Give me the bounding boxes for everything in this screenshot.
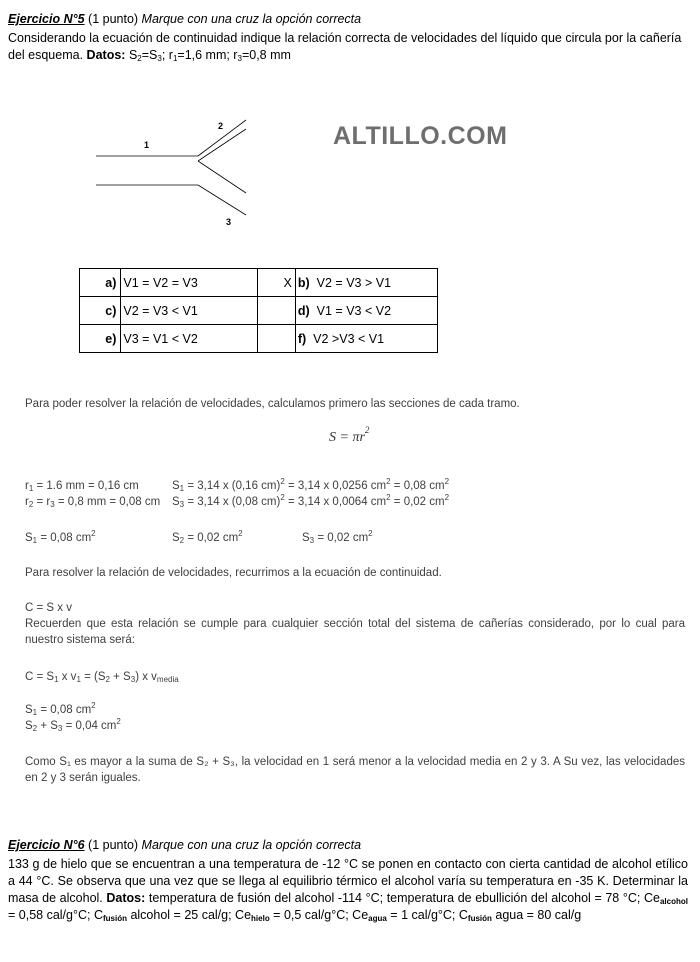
option-d-text[interactable]: d) V1 = V3 < V2 bbox=[295, 297, 437, 325]
branch3-inner-wall bbox=[198, 161, 246, 193]
ex5-statement-block bbox=[8, 30, 692, 64]
branch2-inner-wall bbox=[198, 129, 246, 161]
ex6-instruction: Marque con una cruz la opción correcta bbox=[141, 838, 362, 852]
ex5-points: (1 punto) bbox=[84, 12, 142, 26]
ex6-header bbox=[8, 838, 692, 852]
continuity-eq-system: $C = S_1$ x $v_1 = (S_2 + S_3)$ x $v_{media}$ bbox=[25, 671, 179, 684]
continuity-eq: C = S x v bbox=[25, 602, 72, 614]
options-table bbox=[79, 268, 438, 353]
option-d-mark[interactable] bbox=[258, 297, 295, 325]
section-values: $S_1 = 0,08$ $cm^2$ $S_2 = 0,02$ $cm^2$ $S_3 = 0,02$ $cm^2$ bbox=[25, 529, 373, 545]
ex5-instruction: Marque con una cruz la opción correcta bbox=[141, 12, 362, 26]
ex5-title: Ejercicio N°5 bbox=[8, 12, 85, 26]
branch3-outer-wall bbox=[198, 185, 246, 215]
option-f-text[interactable]: f) V2 >V3 < V1 bbox=[295, 325, 437, 353]
s23-final: $S_2 + S_3 = 0,04$ $cm^2$ bbox=[25, 717, 121, 733]
para3: Recuerden que esta relación se cumple para cualquier sección total del sistema de cañerías considerado, por lo cual para nuestro sistema será: bbox=[25, 618, 685, 646]
ex6-points: (1 punto) bbox=[84, 838, 142, 852]
s1-final: $S_1 = 0,08$ $cm^2$ bbox=[25, 701, 96, 717]
r23-s3-line: $r_2 = r_3 = 0,8$ mm = 0,08 cm $S_3 = 3,14$ x (0,08 cm)$^2$ = 3,14 x 0,0064 $cm^2 = 0,02$ $cm^2$ bbox=[25, 493, 450, 509]
option-f-mark[interactable] bbox=[258, 325, 295, 353]
option-b-text[interactable]: b) V2 = V3 > V1 bbox=[295, 269, 437, 297]
conclusion: Como S₁ es mayor a la suma de S₂ + S₃, la velocidad en 1 será menor a la velocidad media en 2 y 3. A Su vez, las velocidades en 2 y 3 serán iguales. bbox=[25, 756, 685, 784]
ex5-header bbox=[8, 12, 692, 26]
solution-intro: Para poder resolver la relación de velocidades, calculamos primero las secciones de cada tramo. bbox=[25, 398, 520, 410]
ex6-datos: temperatura de fusión del alcohol -114 °C; temperatura de ebullición del alcohol = 78 °C; $Ce_{alcohol} = 0,58$ cal/g°C; $C_{fusión}$ alcohol = 25 cal/g; $Ce_{hielo} = 0,5$ cal/g°C; $Ce_{agua} = 1$ cal/g°C; $C_{fusión}$ agua = 80 cal/g bbox=[8, 891, 688, 923]
options-row bbox=[80, 325, 438, 353]
para2: Para resolver la relación de velocidades, recurrimos a la ecuación de continuidad. bbox=[25, 567, 442, 579]
option-a-label[interactable]: a) bbox=[80, 269, 121, 297]
option-e-text: V3 = V1 < V2 bbox=[121, 325, 258, 353]
ex6-title: Ejercicio N°6 bbox=[8, 838, 85, 852]
label-3: 3 bbox=[226, 217, 232, 227]
ex5-datos-label: Datos: bbox=[86, 48, 126, 62]
ex5-datos: $S_2=S_3$; $r_1=1,6$ mm; $r_3=0,8$ mm bbox=[128, 48, 291, 63]
options-row bbox=[80, 269, 438, 297]
ex6-datos-label: Datos: bbox=[106, 891, 146, 905]
watermark: ALTILLO.COM bbox=[333, 122, 508, 150]
ex6-statement-block bbox=[8, 856, 688, 924]
ex6-statement: 133 g de hielo que se encuentran a una temperatura de -12 °C se ponen en contacto con cierta cantidad de alcohol etílico a 44 °C. Se observa que una vez que se llega al equilibrio térmico el alcohol varía su temperatura en -35 K. Determinar la masa de alcohol. bbox=[8, 857, 688, 905]
option-a-text: V1 = V2 = V3 bbox=[121, 269, 258, 297]
label-1: 1 bbox=[144, 140, 150, 150]
option-c-label[interactable]: c) bbox=[80, 297, 121, 325]
r1-s1-line: $r_1 = 1.6$ mm = 0,16 cm $S_1 = 3,14$ x (0,16 cm)$^2$ = 3,14 x 0,0256 $cm^2 = 0,08$ $cm^2$ bbox=[25, 477, 450, 493]
ex5-statement: Considerando la ecuación de continuidad indique la relación correcta de velocidades del líquido que circula por la cañería del esquema. bbox=[8, 31, 682, 62]
option-e-label[interactable]: e) bbox=[80, 325, 121, 353]
pipe-diagram bbox=[90, 115, 260, 230]
option-b-mark[interactable]: X bbox=[258, 269, 295, 297]
area-formula: $S = \pi r^2$ bbox=[329, 425, 370, 445]
label-2: 2 bbox=[218, 121, 224, 131]
option-c-text: V2 = V3 < V1 bbox=[121, 297, 258, 325]
options-row bbox=[80, 297, 438, 325]
